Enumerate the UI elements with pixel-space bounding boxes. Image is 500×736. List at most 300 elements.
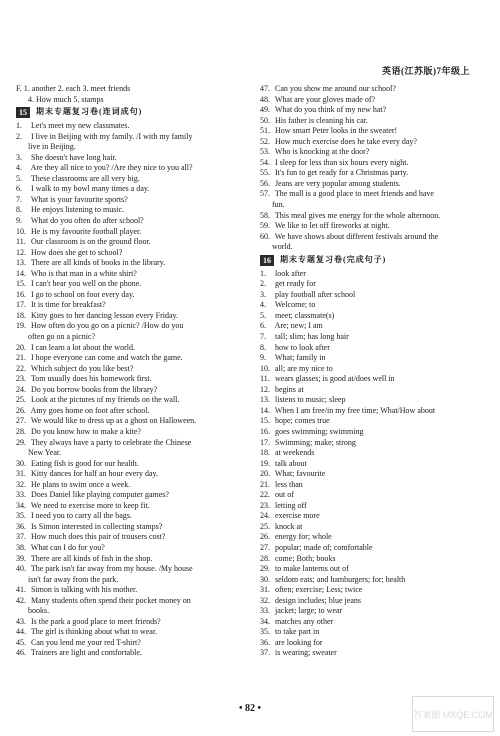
answer-text: This meal gives me energy for the whole afternoon. <box>274 210 441 220</box>
answer-text: wears glasses; is good at/does well in <box>275 374 395 384</box>
answer-text: energy for; whole <box>275 532 332 542</box>
answer-number: 5. <box>260 310 266 320</box>
answer-line <box>16 279 234 290</box>
answer-text: Which subject do you like best? <box>30 363 134 373</box>
section-16-number: 16 <box>260 255 274 266</box>
answer-number: 28. <box>260 553 270 563</box>
answer-line <box>260 522 482 533</box>
answer-line <box>16 343 234 354</box>
section-15-title: 期末专题复习卷(连词成句) <box>36 107 143 117</box>
answer-text: Welcome; to <box>274 300 316 310</box>
answer-number: 34. <box>260 616 270 626</box>
answer-line <box>260 84 482 95</box>
answer-text: I can learn a lot about the world. <box>31 342 135 352</box>
answer-number: 22. <box>16 363 26 373</box>
answer-number: 60. <box>260 231 270 241</box>
answer-text: How does she get to school? <box>31 247 123 257</box>
answer-number: 44. <box>16 627 26 637</box>
answer-line <box>16 258 234 269</box>
answer-text: Kitty goes to her dancing lesson every Friday. <box>31 310 179 320</box>
answer-line <box>260 585 482 596</box>
answer-number: 11. <box>260 374 270 384</box>
answer-line <box>16 311 234 322</box>
answer-number: 7. <box>260 332 266 342</box>
answer-number: 11. <box>16 237 26 247</box>
answer-number: 15. <box>260 416 270 426</box>
answer-line <box>260 627 482 638</box>
answer-number: 8. <box>16 205 22 215</box>
answer-text: There are all kinds of books in the library. <box>30 258 166 268</box>
answer-text: is wearing; sweater <box>275 648 337 658</box>
answer-line <box>260 374 482 385</box>
answer-number: 14. <box>16 268 26 278</box>
answer-line <box>260 532 482 543</box>
answer-line <box>16 237 234 248</box>
answer-number: 35. <box>260 627 270 637</box>
answer-line <box>260 126 482 137</box>
answer-line <box>16 300 234 311</box>
answer-number: 19. <box>260 458 270 468</box>
answer-text: I walk to my bowl many times a day. <box>31 184 150 194</box>
answer-number: 57. <box>260 189 270 199</box>
answer-number: 24. <box>16 384 26 394</box>
answer-number: 33. <box>260 606 270 616</box>
answer-number: 29. <box>16 437 26 447</box>
answer-line <box>260 501 482 512</box>
answer-text: to take part in <box>275 627 320 637</box>
answer-text: How smart Peter looks in the sweater! <box>275 126 398 136</box>
answer-line <box>260 364 482 375</box>
answer-line <box>16 153 234 164</box>
section-16-heading <box>260 255 482 266</box>
answer-line <box>260 242 482 253</box>
answer-number: 23. <box>260 500 270 510</box>
answer-text: Amy goes home on foot after school. <box>30 405 150 415</box>
answer-line <box>260 200 482 211</box>
answer-number: 9. <box>260 353 266 363</box>
answer-line <box>16 163 234 174</box>
answer-text: get ready for <box>275 279 316 289</box>
answer-line <box>16 585 234 596</box>
answer-line <box>260 606 482 617</box>
answer-line <box>16 627 234 638</box>
watermark-logo: 答案圈 MXQE.COM <box>412 696 494 732</box>
answer-number: 20. <box>16 342 26 352</box>
answer-number: 26. <box>260 532 270 542</box>
answer-number: 34. <box>16 500 26 510</box>
answer-line <box>260 564 482 575</box>
answer-text: Are they all nice to you? /Are they nice to you all? <box>30 163 193 173</box>
answer-number: 5. <box>16 173 22 183</box>
section-15-heading <box>16 107 234 118</box>
answer-line <box>260 427 482 438</box>
answer-number: 18. <box>260 448 270 458</box>
answer-text: Can you show me around our school? <box>275 84 396 93</box>
answer-text: world. <box>272 242 293 252</box>
answer-text: Is Simon interested in collecting stamps? <box>31 521 163 531</box>
answer-text: listens to music; sleep <box>275 395 346 405</box>
answer-number: 37. <box>260 648 270 658</box>
answer-line <box>260 147 482 158</box>
answer-text: Can you lend me your red T-shirt? <box>31 637 141 647</box>
answer-text: exercise more <box>275 511 320 521</box>
answer-text: We have shows about different festivals around the <box>274 231 439 241</box>
answer-number: 6. <box>260 321 266 331</box>
answer-text: The park isn't far away from my house. /My house <box>30 564 193 574</box>
answer-number: 7. <box>16 194 22 204</box>
answer-line <box>16 501 234 512</box>
answer-line <box>260 575 482 586</box>
answer-number: 14. <box>260 405 270 415</box>
answer-line <box>260 105 482 116</box>
answer-line <box>16 543 234 554</box>
answer-number: 51. <box>260 126 270 136</box>
answer-number: 1. <box>260 268 266 278</box>
answer-line <box>260 343 482 354</box>
answer-text: Swimming; make; strong <box>275 437 356 447</box>
answer-line <box>16 648 234 659</box>
answer-number: 1. <box>16 121 22 131</box>
answer-text: Let's meet my new classmates. <box>31 121 130 131</box>
answer-line <box>260 332 482 343</box>
answer-line <box>16 353 234 364</box>
answer-line <box>16 248 234 259</box>
answer-text: He is my favourite football player. <box>31 226 142 236</box>
answer-number: 13. <box>16 258 26 268</box>
page-number: • 82 • <box>238 703 261 714</box>
answer-text: goes swimming; swimming <box>275 426 364 436</box>
answer-text: begins at <box>275 384 304 394</box>
answer-line <box>260 406 482 417</box>
answer-number: 29. <box>260 564 270 574</box>
answer-number: 8. <box>260 342 266 352</box>
answer-text: Do you borrow books from the library? <box>31 384 158 394</box>
answer-number: 32. <box>260 595 270 605</box>
answer-text: out of <box>275 490 294 500</box>
answer-text: come; Both; books <box>275 553 336 563</box>
answer-number: 12. <box>16 247 26 257</box>
answer-number: 50. <box>260 115 270 125</box>
answer-number: 42. <box>16 595 26 605</box>
answer-number: 17. <box>260 437 270 447</box>
answer-number: 25. <box>16 395 26 405</box>
answer-text: talk about <box>275 458 307 468</box>
answer-line <box>260 554 482 565</box>
answer-number: 54. <box>260 157 270 167</box>
answer-number: 12. <box>260 384 270 394</box>
answer-number: 24. <box>260 511 270 521</box>
answer-line <box>260 211 482 222</box>
answer-number: 3. <box>16 152 22 162</box>
answer-line <box>260 290 482 301</box>
answer-number: 21. <box>16 353 26 363</box>
answer-line <box>16 364 234 375</box>
answer-line <box>260 269 482 280</box>
answer-number: 27. <box>260 542 270 552</box>
answer-line <box>16 406 234 417</box>
answer-line <box>260 438 482 449</box>
answer-text: Simon is talking with his mother. <box>31 585 138 595</box>
answer-text: Are; new; I am <box>274 321 323 331</box>
answer-number: 22. <box>260 490 270 500</box>
answer-line <box>16 374 234 385</box>
answer-line <box>260 189 482 200</box>
answer-number: 21. <box>260 479 270 489</box>
answer-number: 2. <box>16 131 22 141</box>
answer-text: less than <box>275 479 303 489</box>
answer-number: 15. <box>16 279 26 289</box>
answer-line <box>260 648 482 659</box>
answer-line <box>16 617 234 628</box>
answer-text: letting off <box>275 500 307 510</box>
answer-line <box>260 300 482 311</box>
answer-text: How much does this pair of trousers cost? <box>31 532 166 542</box>
answer-text: Who is knocking at the door? <box>274 147 370 157</box>
answer-line <box>260 395 482 406</box>
answer-number: 36. <box>260 637 270 647</box>
answer-text: isn't far away from the park. <box>28 574 119 584</box>
answer-line <box>16 269 234 280</box>
answer-number: 28. <box>16 426 26 436</box>
answer-line <box>16 490 234 501</box>
answer-number: 3. <box>260 289 266 299</box>
answer-text: We need to exercise more to keep fit. <box>30 500 150 510</box>
answer-number: 49. <box>260 105 270 115</box>
answer-line <box>260 416 482 427</box>
answer-number: 33. <box>16 490 26 500</box>
answer-text: Trainers are light and comfortable. <box>30 648 142 658</box>
answer-line <box>16 395 234 406</box>
answer-text: The mall is a good place to meet friends and have <box>274 189 434 199</box>
answer-number: 38. <box>16 542 26 552</box>
answer-text: popular; made of; comfortable <box>275 542 373 552</box>
answer-number: 59. <box>260 221 270 231</box>
answer-line <box>260 168 482 179</box>
answer-number: 48. <box>260 94 270 104</box>
answer-text: fun. <box>272 200 285 210</box>
answer-number: 20. <box>260 469 270 479</box>
answer-text: to make lanterns out of <box>275 564 349 574</box>
answer-text: Who is that man in a white shirt? <box>30 268 137 278</box>
answer-line <box>260 137 482 148</box>
answer-line <box>16 321 234 332</box>
answer-text: What do you think of my new hat? <box>274 105 387 115</box>
answer-number: 37. <box>16 532 26 542</box>
answer-line <box>260 617 482 628</box>
right-answer-list-b <box>260 269 482 659</box>
answer-text: The girl is thinking about what to wear. <box>30 627 158 637</box>
answer-text: often go on a picnic? <box>28 332 96 342</box>
answer-text: When I am free/in my free time; What/How about <box>274 405 436 415</box>
answer-text: seldom eats; and hamburgers; for; health <box>275 574 406 584</box>
answer-number: 46. <box>16 648 26 658</box>
answer-text: Tom usually does his homework first. <box>30 374 152 384</box>
answer-text: I hope everyone can come and watch the game. <box>31 353 183 363</box>
answer-text: Kitty dances for half an hour every day. <box>31 469 158 479</box>
answer-line <box>16 638 234 649</box>
answer-text: How often do you go on a picnic? /How do you <box>31 321 184 331</box>
answer-text: I go to school on foot every day. <box>31 289 135 299</box>
answer-line <box>260 511 482 522</box>
right-answer-list-a <box>260 84 482 253</box>
answer-line <box>16 121 234 132</box>
answer-number: 10. <box>260 363 270 373</box>
right-column <box>260 84 482 659</box>
answer-number: 19. <box>16 321 26 331</box>
answer-text: Jeans are very popular among students. <box>275 178 401 188</box>
answer-line <box>16 511 234 522</box>
answer-text: I can't hear you well on the phone. <box>31 279 142 289</box>
answer-line <box>260 158 482 169</box>
answer-text: New Year. <box>28 448 62 458</box>
answer-line <box>16 459 234 470</box>
answer-line <box>260 179 482 190</box>
answer-number: 18. <box>16 310 26 320</box>
answer-number: 4. <box>260 300 266 310</box>
answer-text: tall; slim; has long hair <box>275 332 349 342</box>
answer-text: Is the park a good place to meet friends? <box>31 616 161 626</box>
answer-text: What is your favourite sports? <box>30 194 128 204</box>
answer-text: jacket; large; to wear <box>275 606 343 616</box>
answer-text: We would like to dress up as a ghost on Halloween. <box>30 416 197 426</box>
answer-line <box>260 459 482 470</box>
answer-text: I live in Beijing with my family. /I with my family <box>31 131 193 141</box>
answer-text: She doesn't have long hair. <box>31 152 117 162</box>
answer-line <box>260 311 482 322</box>
answer-text: He plans to swim once a week. <box>31 479 131 489</box>
answer-text: His father is cleaning his car. <box>275 115 368 125</box>
answer-line <box>16 522 234 533</box>
answer-number: 45. <box>16 637 26 647</box>
answer-number: 2. <box>260 279 266 289</box>
answer-line <box>16 575 234 586</box>
answer-number: 56. <box>260 178 270 188</box>
answer-number: 30. <box>16 458 26 468</box>
answer-text: Eating fish is good for our health. <box>31 458 139 468</box>
answer-text: These classrooms are all very big. <box>30 173 140 183</box>
answer-line <box>260 638 482 649</box>
answer-line <box>16 564 234 575</box>
answer-line <box>260 448 482 459</box>
answer-line <box>16 606 234 617</box>
answer-line <box>16 216 234 227</box>
left-answer-list <box>16 121 234 659</box>
answer-text: meet; classmate(s) <box>275 310 335 320</box>
answer-number: 26. <box>16 405 26 415</box>
answer-line <box>260 596 482 607</box>
answer-line <box>16 469 234 480</box>
answer-text: Do you know how to make a kite? <box>31 426 141 436</box>
answer-line <box>16 554 234 565</box>
answer-line <box>260 221 482 232</box>
answer-number: 53. <box>260 147 270 157</box>
left-column <box>16 84 234 659</box>
answer-text: books. <box>28 606 50 616</box>
answer-line <box>16 448 234 459</box>
answer-text: He enjoys listening to music. <box>31 205 125 215</box>
answer-line <box>16 416 234 427</box>
answer-line <box>260 321 482 332</box>
answer-number: 39. <box>16 553 26 563</box>
answer-line <box>16 174 234 185</box>
answer-line <box>16 332 234 343</box>
answer-number: 23. <box>16 374 26 384</box>
answer-line <box>16 438 234 449</box>
answer-text: knock at <box>275 521 303 531</box>
answer-text: look after <box>275 268 306 278</box>
answer-number: 6. <box>16 184 22 194</box>
answer-line <box>16 227 234 238</box>
answer-line <box>16 532 234 543</box>
section-15-number: 15 <box>16 107 30 118</box>
answer-number: 31. <box>16 469 26 479</box>
answer-line <box>16 195 234 206</box>
answer-text: What can I do for you? <box>30 542 105 552</box>
answer-number: 58. <box>260 210 270 220</box>
answer-number: 31. <box>260 585 270 595</box>
answer-text: What; family in <box>274 353 326 363</box>
answer-number: 16. <box>16 289 26 299</box>
answer-line <box>260 279 482 290</box>
answer-line <box>260 385 482 396</box>
answer-text: all; are my nice to <box>275 363 333 373</box>
answer-line <box>16 184 234 195</box>
answer-line <box>16 205 234 216</box>
answer-line <box>260 232 482 243</box>
answer-text: Many students often spend their pocket money on <box>31 595 191 605</box>
answer-line <box>260 95 482 106</box>
answer-number: 52. <box>260 136 270 146</box>
answer-text: Does Daniel like playing computer games? <box>31 490 169 500</box>
answer-text: Look at the pictures of my friends on the wall. <box>31 395 180 405</box>
answer-number: 25. <box>260 521 270 531</box>
answer-text: What do you often do after school? <box>30 216 144 226</box>
answer-number: 9. <box>16 216 22 226</box>
answer-number: 30. <box>260 574 270 584</box>
answer-text: often; exercise; Less; twice <box>275 585 363 595</box>
answer-text: Our classroom is on the ground floor. <box>31 237 151 247</box>
answer-text: What are your gloves made of? <box>274 94 376 104</box>
answer-text: matches any other <box>275 616 334 626</box>
answer-number: 32. <box>16 479 26 489</box>
answer-number: 4. <box>16 163 22 173</box>
answer-number: 35. <box>16 511 26 521</box>
answer-line <box>16 385 234 396</box>
answer-line <box>260 116 482 127</box>
answer-text: There are all kinds of fish in the shop. <box>30 553 153 563</box>
intro-line-2: 4. How much 5. stamps <box>28 94 104 104</box>
answer-number: 41. <box>16 585 26 595</box>
page-header: 英语(江苏版)7年级上 <box>382 66 470 76</box>
answer-number: 40. <box>16 564 26 574</box>
answer-text: live in Beijing. <box>28 142 76 152</box>
section-16-title: 期末专题复习卷(完成句子) <box>280 254 387 264</box>
answer-line <box>260 353 482 364</box>
answer-line <box>260 490 482 501</box>
answer-text: at weekends <box>275 448 315 458</box>
answer-number: 16. <box>260 426 270 436</box>
answer-text: are looking for <box>275 637 323 647</box>
answer-text: how to look after <box>275 342 330 352</box>
answer-line <box>16 290 234 301</box>
intro-line-1: F. 1. another 2. each 3. meet friends <box>16 84 131 93</box>
answer-line <box>16 480 234 491</box>
answer-line <box>260 469 482 480</box>
answer-number: 13. <box>260 395 270 405</box>
answer-text: We like to let off fireworks at night. <box>274 221 390 231</box>
answer-text: It is time for breakfast? <box>31 300 106 310</box>
answer-number: 43. <box>16 616 26 626</box>
